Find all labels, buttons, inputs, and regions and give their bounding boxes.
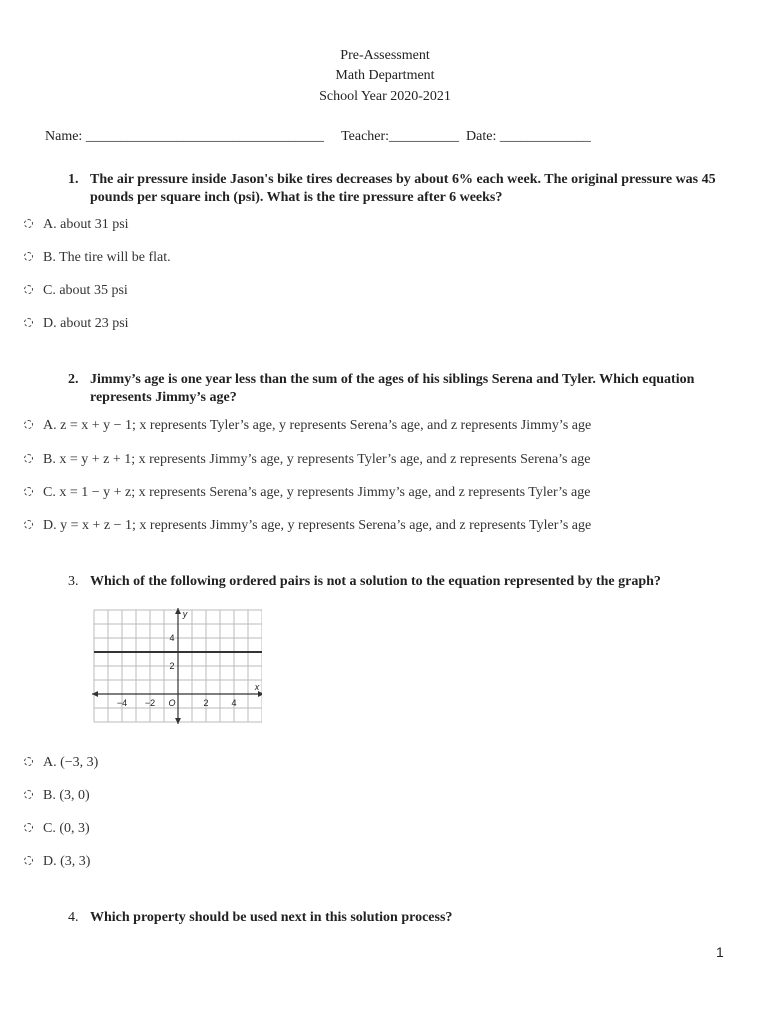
x-tick-label: −4 (116, 698, 128, 708)
x-axis-label: x (254, 682, 260, 692)
option-label: B. The tire will be flat. (43, 250, 171, 265)
radio-button-icon[interactable] (24, 285, 33, 294)
radio-button-icon[interactable] (24, 823, 33, 832)
radio-button-icon[interactable] (24, 757, 33, 766)
option-label: C. about 35 psi (43, 283, 128, 298)
option-label: B. (3, 0) (43, 788, 90, 803)
question-number: 1. (68, 172, 79, 187)
school-year: School Year 2020-2021 (319, 89, 451, 104)
radio-button-icon[interactable] (24, 318, 33, 327)
option-label: B. x = y + z + 1; x represents Jimmy’s age, y represents Tyler’s age, and z represents Serena’s age (43, 452, 591, 467)
radio-button-icon[interactable] (24, 487, 33, 496)
student-info-line: Name: __________________________________ Teacher:__________ Date: _____________ (45, 129, 591, 144)
q2-option-d[interactable] (24, 517, 591, 535)
radio-button-icon[interactable] (24, 420, 33, 429)
q1-option-b[interactable] (24, 249, 171, 267)
question-number: 3. (68, 574, 79, 589)
question-3 (68, 573, 728, 591)
x-tick-label: −2 (144, 698, 156, 708)
x-axis-arrow-left (92, 691, 98, 697)
question-number: 2. (68, 372, 79, 387)
x-tick-label: 4 (231, 698, 237, 708)
y-axis-arrow-down (175, 718, 181, 724)
q3-option-d[interactable] (24, 853, 90, 871)
doc-title: Pre-Assessment (340, 48, 430, 63)
option-label: A. z = x + y − 1; x represents Tyler’s age, y represents Serena’s age, and z represents Jimmy’s age (43, 418, 592, 433)
question-text: Which property should be used next in this solution process? (90, 910, 453, 925)
q3-option-b[interactable] (24, 787, 90, 805)
option-label: D. about 23 psi (43, 316, 129, 331)
option-label: D. y = x + z − 1; x represents Jimmy’s age, y represents Serena’s age, and z represents Tyler’s age (43, 518, 592, 533)
q3-option-a[interactable] (24, 754, 98, 772)
question-4 (68, 909, 728, 927)
radio-button-icon[interactable] (24, 454, 33, 463)
question-text: Jimmy’s age is one year less than the sum of the ages of his siblings Serena and Tyler. Which equation represents Jimmy’s age? (90, 372, 695, 405)
q1-option-c[interactable] (24, 282, 128, 300)
radio-button-icon[interactable] (24, 520, 33, 529)
page-number: 1 (716, 944, 724, 960)
option-label: D. (3, 3) (43, 854, 91, 869)
q2-option-a[interactable] (24, 417, 591, 435)
y-tick-label: 4 (169, 633, 175, 643)
y-tick-label: 2 (169, 661, 175, 671)
q1-option-a[interactable] (24, 216, 129, 234)
q3-option-c[interactable] (24, 820, 90, 838)
radio-button-icon[interactable] (24, 219, 33, 228)
question-text: Which of the following ordered pairs is not a solution to the equation represented by the graph? (90, 574, 661, 589)
y-axis-label: y (182, 609, 188, 619)
q2-option-c[interactable] (24, 484, 590, 502)
option-label: A. (−3, 3) (43, 755, 99, 770)
question-number: 4. (68, 910, 79, 925)
x-tick-label: 2 (203, 698, 209, 708)
q1-option-d[interactable] (24, 315, 129, 333)
radio-button-icon[interactable] (24, 856, 33, 865)
question-1 (68, 171, 728, 207)
option-label: A. about 31 psi (43, 217, 129, 232)
question-text: The air pressure inside Jason's bike tires decreases by about 6% each week. The original pressure was 45 pounds per square inch (psi). What is the tire pressure after 6 weeks? (90, 172, 716, 205)
y-axis-arrow-up (175, 608, 181, 614)
department-name: Math Department (335, 68, 435, 83)
option-label: C. (0, 3) (43, 821, 90, 836)
q2-option-b[interactable] (24, 451, 590, 469)
option-label: C. x = 1 − y + z; x represents Serena’s age, y represents Jimmy’s age, and z represents Tyler’s age (43, 485, 591, 500)
radio-button-icon[interactable] (24, 252, 33, 261)
origin-label: O (168, 698, 176, 708)
coordinate-graph (90, 608, 262, 728)
question-2 (68, 371, 728, 407)
radio-button-icon[interactable] (24, 790, 33, 799)
